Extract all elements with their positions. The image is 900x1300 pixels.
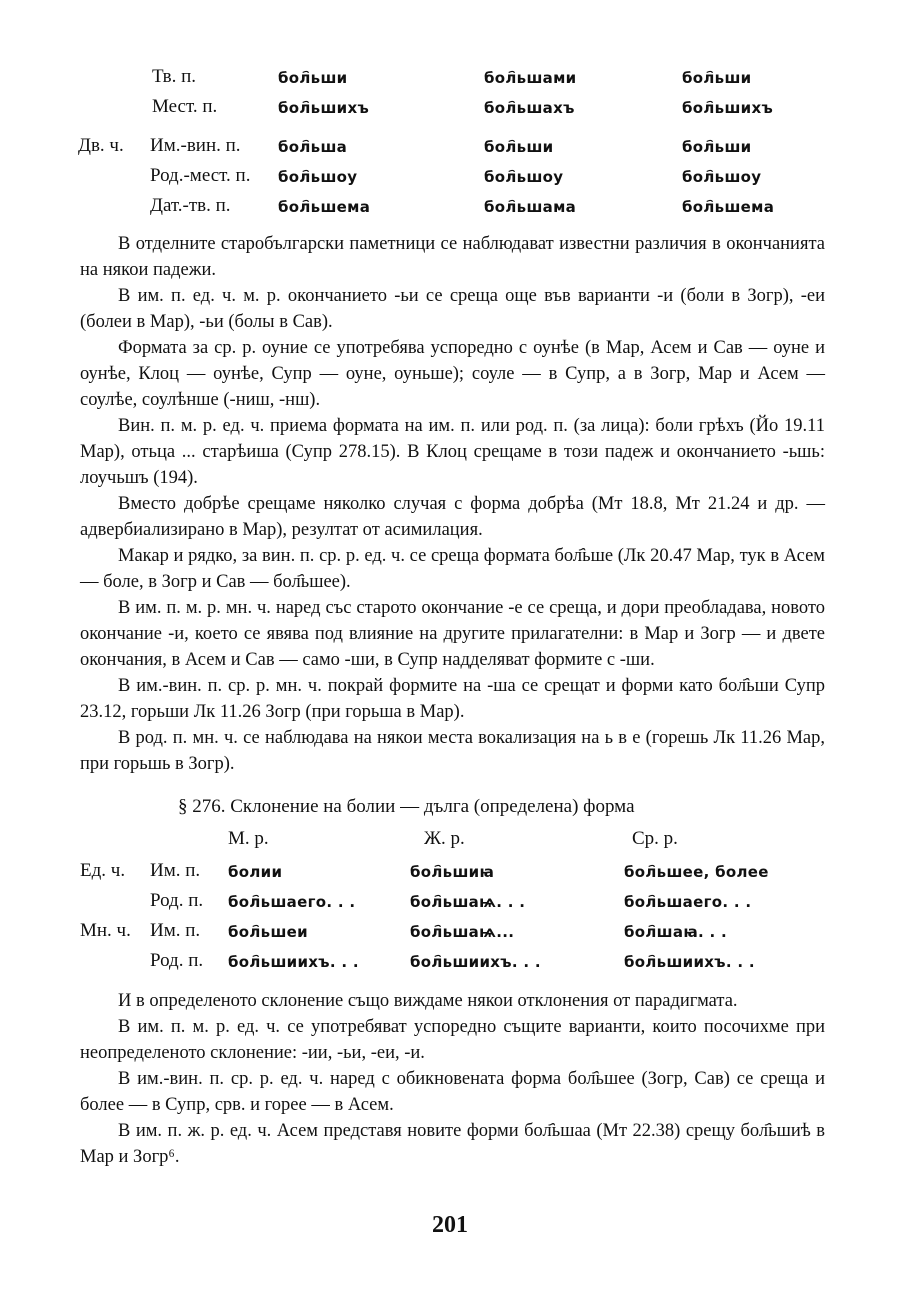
fem-form: бол҄ьшиихъ. . . xyxy=(410,953,541,971)
paragraph: В им.-вин. п. ср. р. ед. ч. наред с обикновената форма бол҄ьшее (Зогр, Сав) се среща и более — в Супр, срв. и горее — в Асем. xyxy=(80,1069,825,1115)
section-heading: § 276. Склонение на болии — дълга (определена) форма xyxy=(178,796,635,817)
case-label: Дат.-тв. п. xyxy=(150,195,231,216)
masc-form: бол҄ьша xyxy=(278,138,348,156)
case-label: Им.-вин. п. xyxy=(150,135,241,156)
neut-form: бол҄ьшее, более xyxy=(624,863,769,881)
number-label: Мн. ч. xyxy=(80,920,131,941)
masc-form: бол҄ьшаего. . . xyxy=(228,893,356,911)
body-text-section-1 xyxy=(80,231,825,777)
column-header: М. р. xyxy=(228,828,269,849)
case-label: Род. п. xyxy=(150,950,204,971)
paragraph: В отделните старобългарски паметници се наблюдават известни различия в окончанията на някои падежи. xyxy=(80,234,825,280)
fem-form: бол҄ьши xyxy=(484,138,554,156)
number-label: Ед. ч. xyxy=(80,860,126,881)
paragraph: В им. п. м. р. ед. ч. се употребяват успоредно същите варианти, които посочихме при неопределеното склонение: -ии, -ьи, -еи, -и. xyxy=(80,1017,825,1063)
neut-form: бол҄ьшиихъ. . . xyxy=(624,953,755,971)
neut-form: бол҄ьши xyxy=(682,69,752,87)
neut-form: бол҄ьшема xyxy=(682,198,775,216)
paragraph: Макар и рядко, за вин. п. ср. р. ед. ч. се среща формата бол҄ьше (Лк 20.47 Мар, тук в Асем — боле, в Зогр и Сав — бол҄ьшее). xyxy=(80,546,825,592)
paragraph: В им. п. ед. ч. м. р. окончанието -ьи се среща още във варианти -и (боли в Зогр), -еи (болеи в Мар), -ьи (болы в Сав). xyxy=(80,286,825,332)
fem-form: бол҄ьшама xyxy=(484,198,577,216)
masc-form: бол҄ьшиихъ. . . xyxy=(228,953,359,971)
paragraph: В им. п. м. р. мн. ч. наред със старото окончание -е се среща, и дори преобладава, новото окончание -и, което се явява под влияние на другите прилагателни: в Мар и Зогр — и двете окончания, в Асем и Сав — само -ши, в Супр надделяват формите с -ши. xyxy=(80,598,825,670)
table-row xyxy=(0,860,900,888)
table-row xyxy=(0,950,900,978)
number-label: Дв. ч. xyxy=(78,135,124,156)
fem-form: бол҄ьшахъ xyxy=(484,99,575,117)
case-label: Им. п. xyxy=(150,920,201,941)
paragraph: Вин. п. м. р. ед. ч. приема формата на им. п. или род. п. (за лица): боли грѣхъ (Йо 19.11 Мар), отьца ... старѣиша (Супр 278.15). В Клоц срещаме в този падеж и окончанието -ьшь: лоучьшъ (194). xyxy=(80,416,825,488)
table-row xyxy=(0,165,900,193)
masc-form: бол҄ьши xyxy=(278,69,348,87)
neut-form: бол҄ьшихъ xyxy=(682,99,774,117)
table-row xyxy=(0,195,900,223)
table-row xyxy=(0,96,900,124)
paragraph: В род. п. мн. ч. се наблюдава на някои места вокализация на ь в е (горешь Лк 11.26 Мар, при горьшь в Зогр). xyxy=(80,728,825,774)
body-text-section-2 xyxy=(80,988,825,1170)
fem-form: бол҄ьшаѩ... xyxy=(410,923,515,941)
page-number: 201 xyxy=(432,1212,468,1238)
paragraph: В им.-вин. п. ср. р. мн. ч. покрай формите на -ша се срещат и форми като бол҄ьши Супр 23.12, горьши Лк 11.26 Зогр (при горьша в Мар). xyxy=(80,676,825,722)
masc-form: бол҄ьшеи xyxy=(228,923,308,941)
case-label: Род.-мест. п. xyxy=(150,165,251,186)
case-label: Род. п. xyxy=(150,890,204,911)
paragraph: И в определеното склонение също виждаме някои отклонения от парадигмата. xyxy=(118,991,738,1011)
column-header: Ж. р. xyxy=(424,828,465,849)
fem-form: бол҄ьшами xyxy=(484,69,577,87)
masc-form: болии xyxy=(228,863,283,881)
table-header-row xyxy=(0,828,900,856)
case-label: Им. п. xyxy=(150,860,201,881)
case-label: Мест. п. xyxy=(152,96,218,117)
table-row xyxy=(0,135,900,163)
paragraph: Формата за ср. р. оуние се употребява успоредно с оунѣе (в Мар, Асем и Сав — оуне и оунѣе, Клоц — оунѣе, Супр — оуне, оуньше); соуле — в Супр, а в Зогр, Мар и Асем — соулѣе, соулѣнше (-ниш, -нш). xyxy=(80,338,825,410)
table-row xyxy=(0,66,900,94)
masc-form: бол҄ьшихъ xyxy=(278,99,370,117)
fem-form: бол҄ьшиꙗ xyxy=(410,863,495,881)
neut-form: бол҄ьшоу xyxy=(682,168,762,186)
masc-form: бол҄ьшоу xyxy=(278,168,358,186)
paragraph: Вместо добрѣе срещаме няколко случая с форма добрѣа (Мт 18.8, Мт 21.24 и др. — адвербиализирано в Мар), резултат от асимилация. xyxy=(80,494,825,540)
column-header: Ср. р. xyxy=(632,828,678,849)
paragraph: В им. п. ж. р. ед. ч. Асем представя новите форми бол҄ьшаа (Мт 22.38) срещу бол҄ьшиѣ в Мар и Зогр⁶. xyxy=(80,1121,825,1167)
table-row xyxy=(0,890,900,918)
case-label: Тв. п. xyxy=(152,66,197,87)
fem-form: бол҄ьшаѩ. . . xyxy=(410,893,526,911)
table-row xyxy=(0,920,900,948)
neut-form: бол҄ьши xyxy=(682,138,752,156)
neut-form: бол҄шаꙗ. . . xyxy=(624,923,728,941)
neut-form: бол҄ьшаего. . . xyxy=(624,893,752,911)
masc-form: бол҄ьшема xyxy=(278,198,371,216)
fem-form: бол҄ьшоу xyxy=(484,168,564,186)
